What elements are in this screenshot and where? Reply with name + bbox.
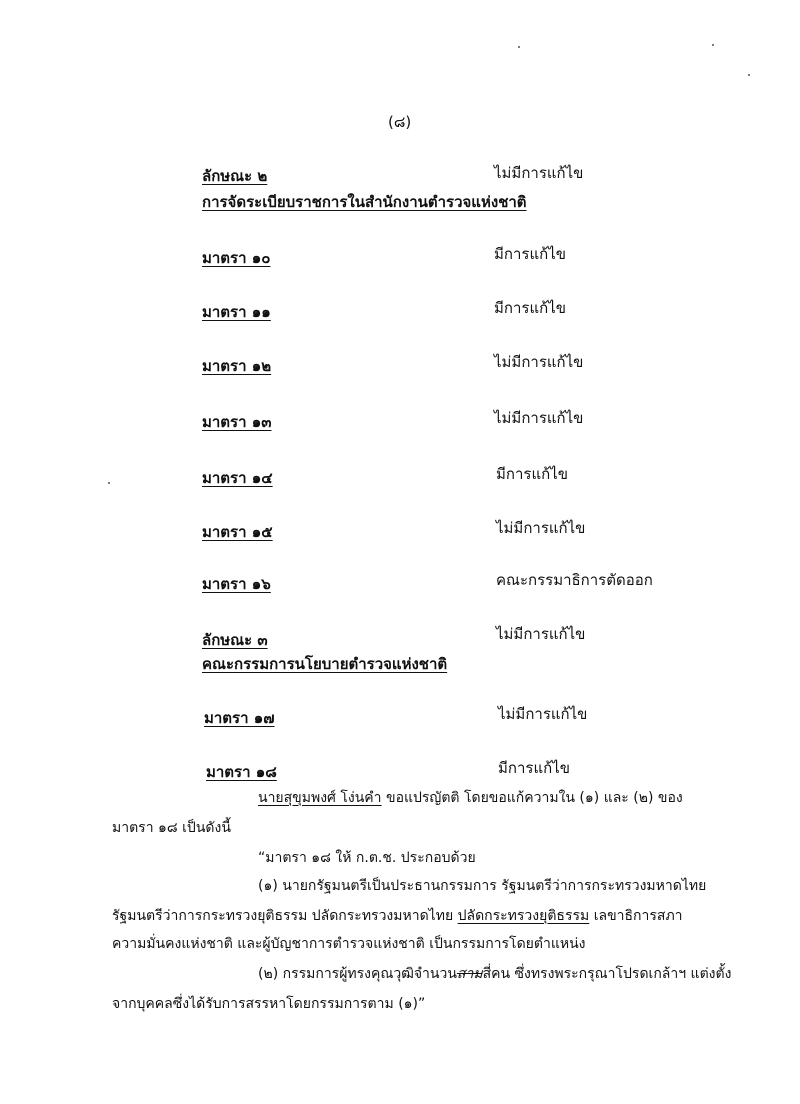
page-number: (๘) <box>388 113 412 131</box>
chapter-3-label: ลักษณะ ๓ <box>202 631 268 649</box>
chapter-2-status: ไม่มีการแก้ไข <box>494 164 584 182</box>
section-17-label: มาตรา ๑๗ <box>204 709 275 727</box>
clause-2-struck-word: สาม <box>456 966 483 982</box>
clause-1-line2 <box>112 906 683 926</box>
section-14-status: มีการแก้ไข <box>496 465 568 483</box>
section-14-label: มาตรา ๑๔ <box>202 469 273 487</box>
amendment-intro <box>258 788 683 808</box>
scan-speck <box>108 482 110 484</box>
clause-2-line1-a: (๒) กรรมการผู้ทรงคุณวุฒิจำนวน <box>258 966 457 982</box>
section-10-status: มีการแก้ไข <box>494 245 566 263</box>
section-12-label: มาตรา ๑๒ <box>202 357 272 375</box>
chapter-2-label: ลักษณะ ๒ <box>202 167 268 185</box>
section-11-label: มาตรา ๑๑ <box>202 303 271 321</box>
clause-1-underlined: ปลัดกระทรวงยุติธรรม <box>457 908 590 924</box>
amendment-intro-rest: ขอแปรญัตติ โดยขอแก้ความใน (๑) และ (๒) ของ <box>381 790 683 806</box>
clause-1-line2-b: เลขาธิการสภา <box>589 908 683 924</box>
clause-2-line1 <box>258 964 731 984</box>
clause-1-line2-a: รัฐมนตรีว่าการกระทรวงยุติธรรม ปลัดกระทรวงมหาดไทย <box>112 908 458 924</box>
scan-speck <box>518 46 520 48</box>
section-11-status: มีการแก้ไข <box>494 299 566 317</box>
scan-speck <box>748 74 750 76</box>
section-17-status: ไม่มีการแก้ไข <box>498 705 588 723</box>
proposer-name: นายสุขุมพงศ์ โง่นคำ <box>258 790 382 806</box>
section-15-label: มาตรา ๑๕ <box>202 523 273 541</box>
chapter-2-title: การจัดระเบียบราชการในสำนักงานตำรวจแห่งชาติ <box>202 193 527 211</box>
clause-1-line1: (๑) นายกรัฐมนตรีเป็นประธานกรรมการ รัฐมนตรีว่าการกระทรวงมหาดไทย <box>258 878 707 894</box>
section-18-heading: “มาตรา ๑๘ ให้ ก.ต.ช. ประกอบด้วย <box>258 850 476 866</box>
clause-1-line3: ความมั่นคงแห่งชาติ และผู้บัญชาการตำรวจแห่งชาติ เป็นกรรมการโดยตำแหน่ง <box>112 936 586 952</box>
scan-speck <box>712 44 714 46</box>
section-16-status: คณะกรรมาธิการตัดออก <box>496 571 653 589</box>
section-18-label: มาตรา ๑๘ <box>206 763 277 781</box>
chapter-3-status: ไม่มีการแก้ไข <box>496 625 586 643</box>
chapter-3-title: คณะกรรมการนโยบายตำรวจแห่งชาติ <box>202 655 448 673</box>
clause-2-line2: จากบุคคลซึ่งได้รับการสรรหาโดยกรรมการตาม (๑)” <box>112 996 426 1012</box>
section-16-label: มาตรา ๑๖ <box>202 575 271 593</box>
section-13-status: ไม่มีการแก้ไข <box>494 409 584 427</box>
amendment-intro-line2: มาตรา ๑๘ เป็นดังนี้ <box>112 820 231 836</box>
section-10-label: มาตรา ๑๐ <box>202 249 271 267</box>
section-13-label: มาตรา ๑๓ <box>202 413 272 431</box>
clause-2-line1-b: สี่คน ซึ่งทรงพระกรุณาโปรดเกล้าฯ แต่งตั้ง <box>482 966 732 982</box>
section-12-status: ไม่มีการแก้ไข <box>494 353 584 371</box>
section-18-status: มีการแก้ไข <box>498 759 570 777</box>
section-15-status: ไม่มีการแก้ไข <box>496 519 586 537</box>
